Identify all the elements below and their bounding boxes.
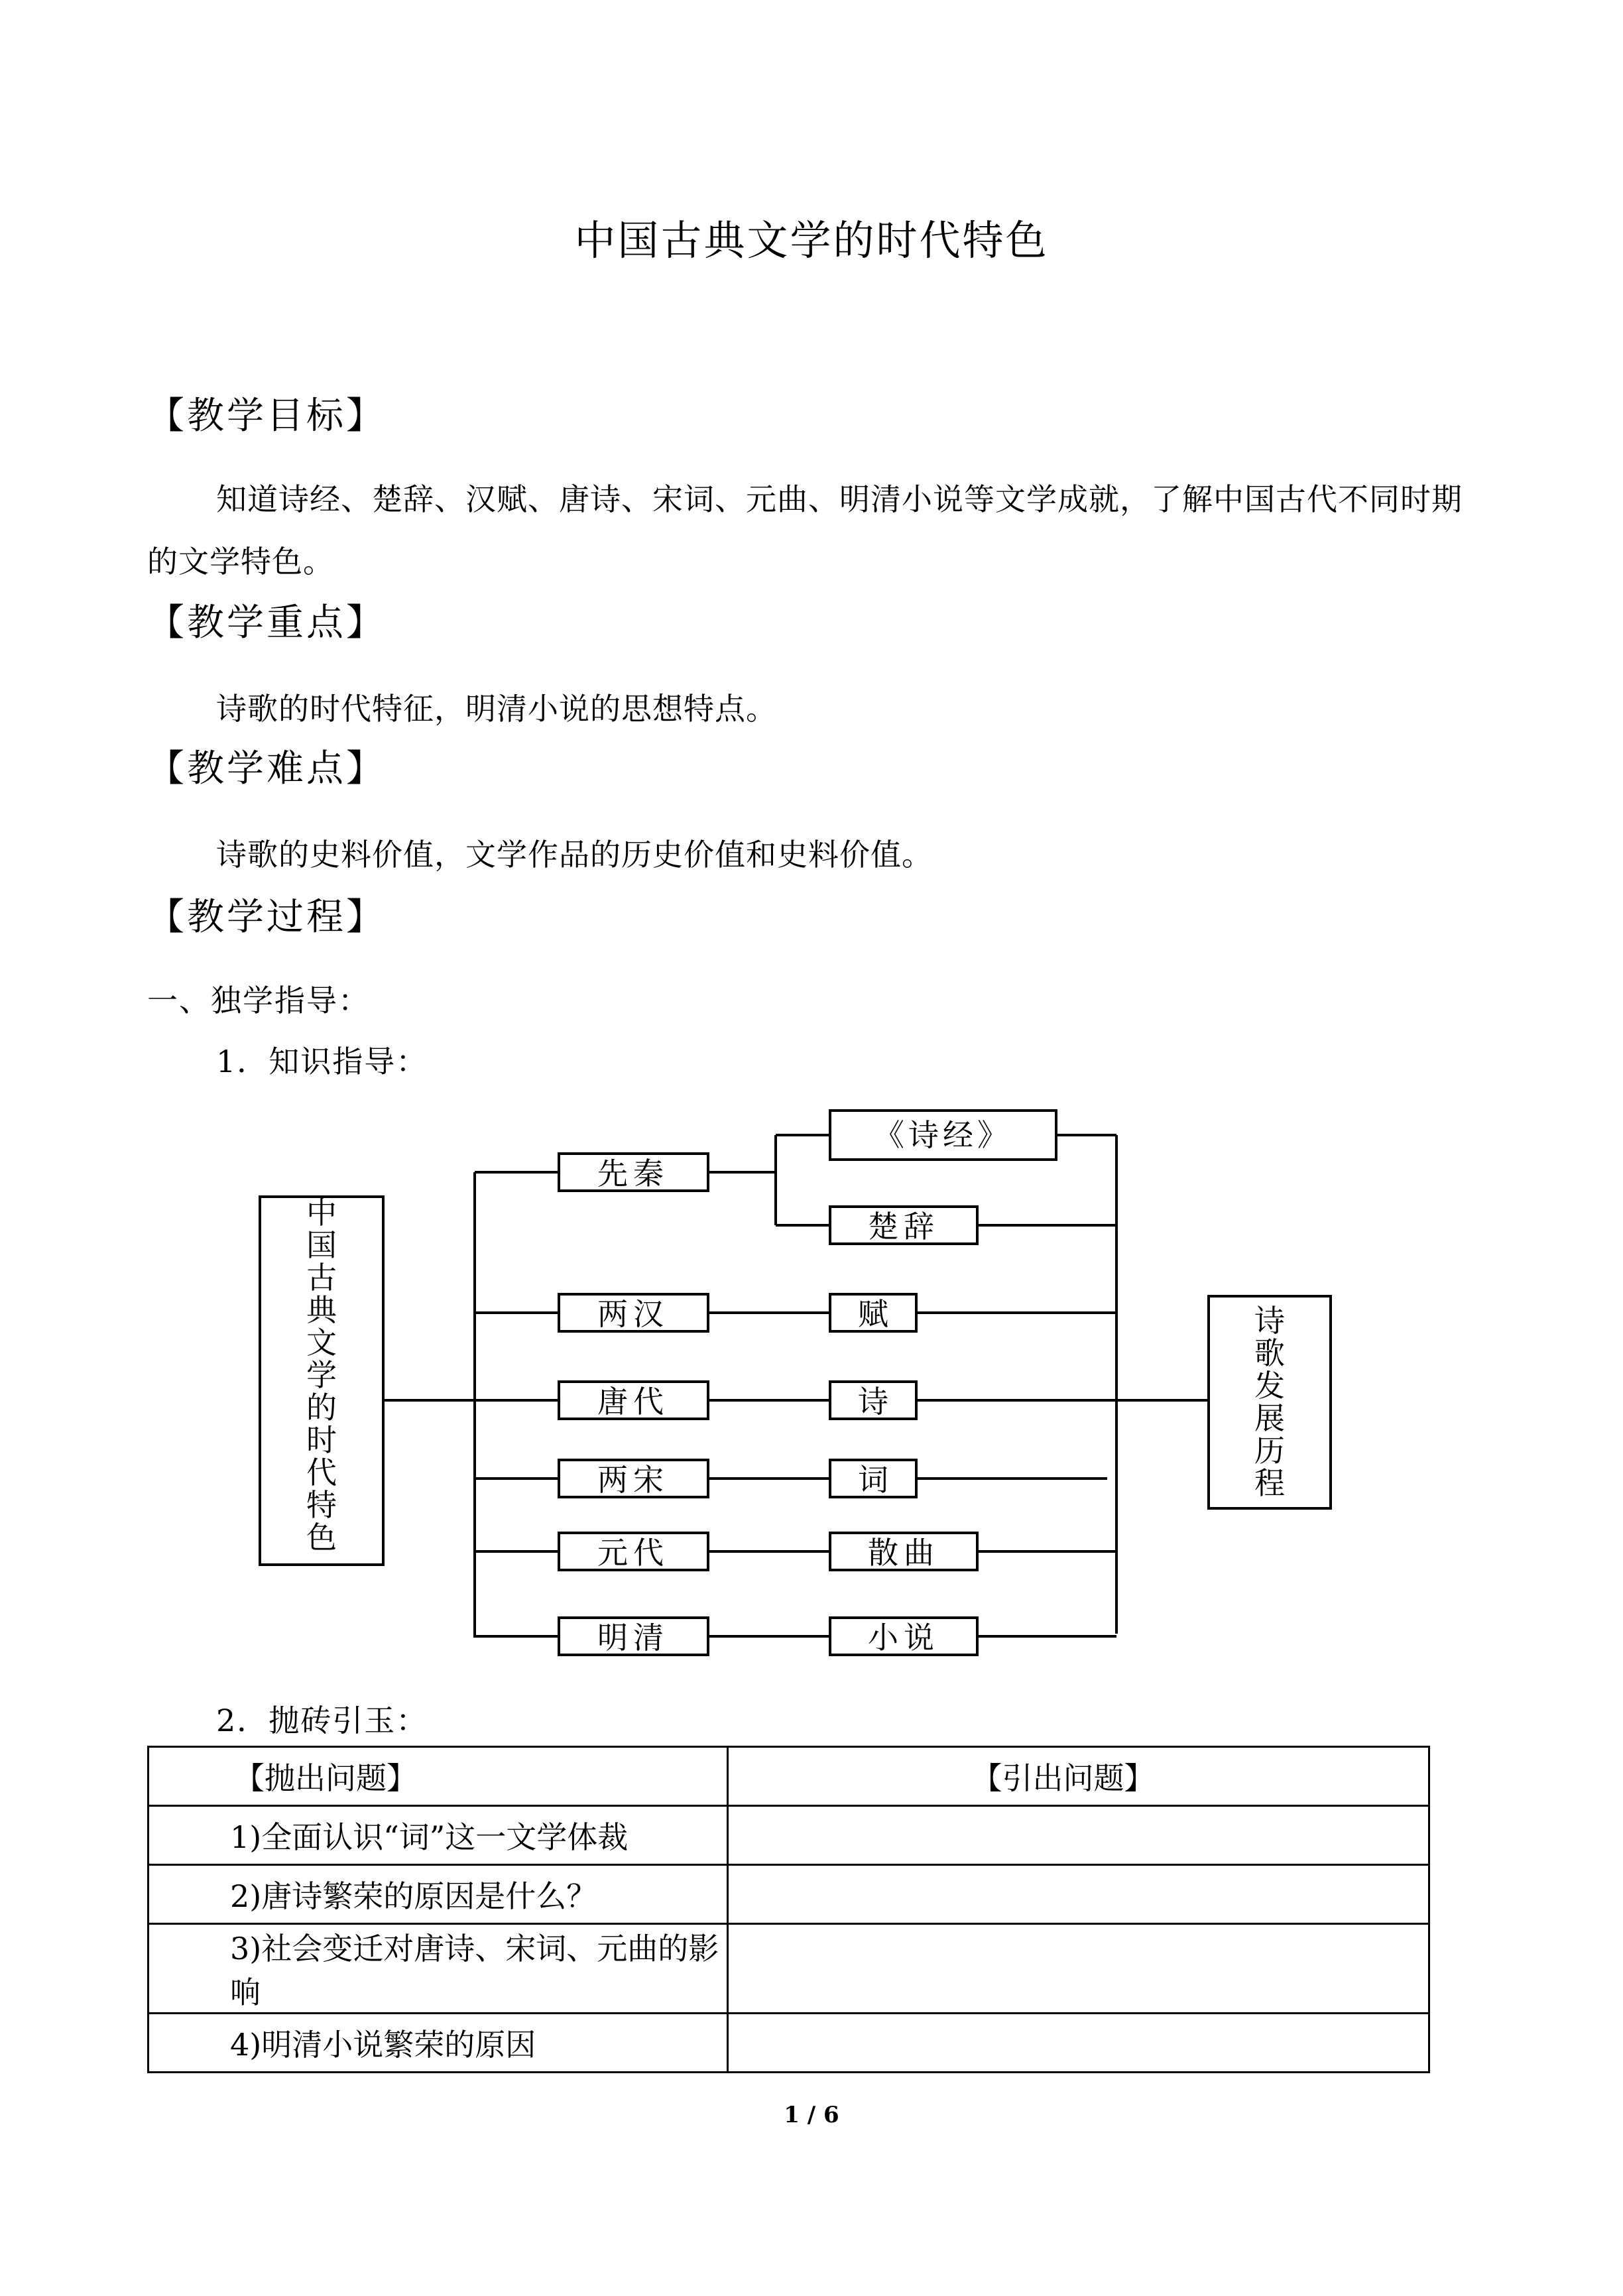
genre-label: 小说 — [868, 1620, 939, 1656]
answer-cell[interactable] — [728, 1865, 1429, 1924]
question-cell: 2)唐诗繁荣的原因是什么？ — [149, 1865, 728, 1924]
genre-label: 《诗经》 — [874, 1117, 1012, 1153]
difficulties-text: 诗歌的史料价值，文学作品的历史价值和史料价值。 — [216, 837, 933, 873]
period-label: 两宋 — [597, 1462, 669, 1498]
step2-label: 2．抛砖引玉： — [216, 1703, 428, 1738]
question-cell: 3)社会变迁对唐诗、宋词、元曲的影响 — [149, 1924, 728, 2014]
answer-cell[interactable] — [728, 2014, 1429, 2073]
period-label: 明清 — [597, 1620, 669, 1656]
goals-heading: 【教学目标】 — [147, 394, 386, 438]
step1-label: 1．知识指导： — [216, 1044, 428, 1079]
genre-label: 楚辞 — [868, 1209, 939, 1244]
process-heading: 【教学过程】 — [147, 896, 386, 939]
genre-label: 散曲 — [868, 1535, 939, 1571]
question-cell: 1)全面认识“词”这一文学体裁 — [149, 1806, 728, 1865]
table-row — [149, 1865, 1429, 1924]
table-row — [149, 2014, 1429, 2073]
question-cell: 4)明清小说繁荣的原因 — [149, 2014, 728, 2073]
header-cell: 【引出问题】 — [728, 1747, 1429, 1806]
period-label: 两汉 — [597, 1296, 669, 1332]
period-label: 先秦 — [597, 1156, 669, 1191]
table-header-row — [149, 1747, 1429, 1806]
goals-text: 知道诗经、楚辞、汉赋、唐诗、宋词、元曲、明清小说等文学成就，了解中国古代不同时期的文学特色。 — [147, 481, 1463, 579]
left-box-label: 中国古典文学的时代特色 — [306, 1195, 337, 1555]
key-points-heading: 【教学重点】 — [147, 601, 386, 644]
header-cell: 【抛出问题】 — [149, 1747, 728, 1806]
answer-cell[interactable] — [728, 1806, 1429, 1865]
answer-cell[interactable] — [728, 1924, 1429, 2014]
part1-label: 一、独学指导： — [147, 983, 370, 1018]
period-label: 元代 — [597, 1535, 669, 1571]
genre-label: 词 — [858, 1462, 888, 1498]
genre-label: 赋 — [858, 1296, 888, 1332]
page-number: 1 / 6 — [784, 2102, 839, 2128]
table-row — [149, 1806, 1429, 1865]
right-box-label: 诗歌发展历程 — [1254, 1303, 1285, 1501]
question-table — [147, 1746, 1430, 2073]
page-title: 中国古典文学的时代特色 — [574, 216, 1049, 265]
genre-label: 诗 — [858, 1384, 888, 1420]
table-row — [149, 1924, 1429, 2014]
difficulties-heading: 【教学难点】 — [147, 747, 386, 790]
period-label: 唐代 — [597, 1384, 669, 1420]
key-points-text: 诗歌的时代特征，明清小说的思想特点。 — [216, 691, 777, 727]
